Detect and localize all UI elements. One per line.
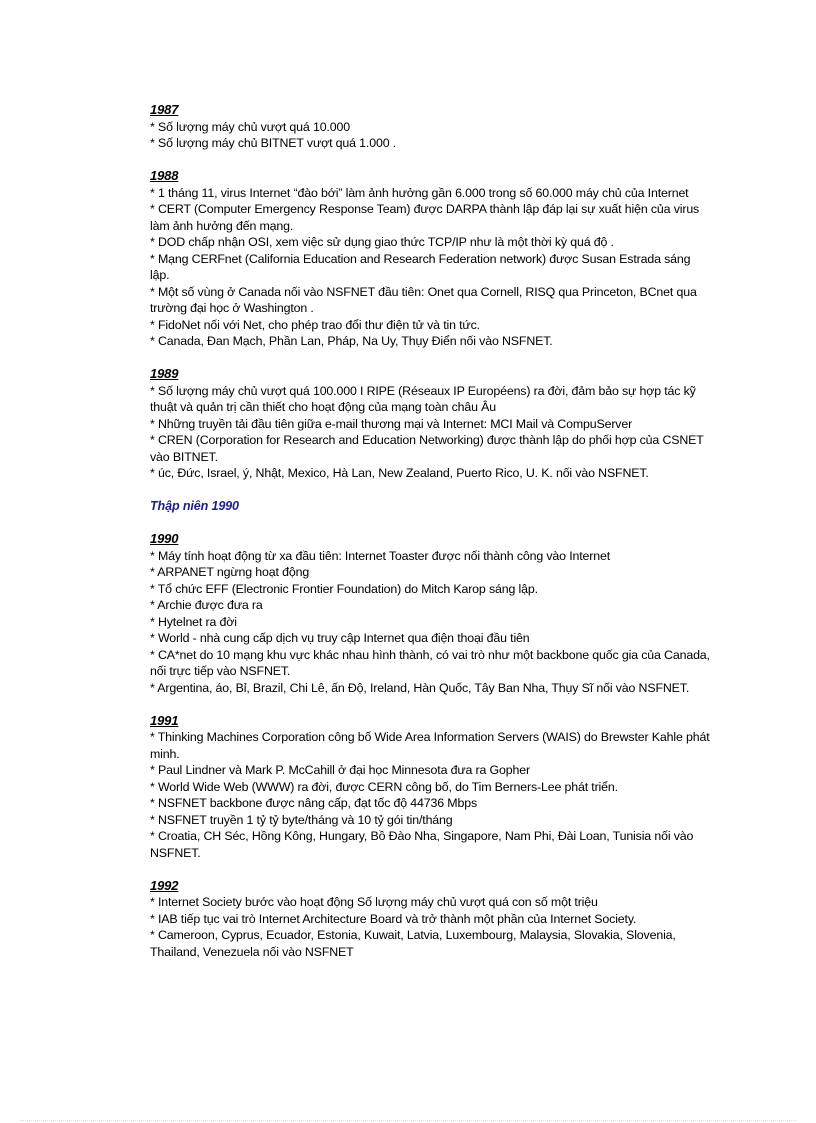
list-item: * Argentina, áo, Bỉ, Brazil, Chi Lê, ấn Độ, Ireland, Hàn Quốc, Tây Ban Nha, Thụy Sĩ nối vào NSFNET. bbox=[150, 680, 690, 695]
list-item: * ARPANET ngừng hoạt động bbox=[150, 565, 310, 579]
list-item: * úc, Đức, Israel, ý, Nhật, Mexico, Hà Lan, New Zealand, Puerto Rico, U. K. nối vào NSFNET. bbox=[150, 466, 649, 480]
list-item: * Cameroon, Cyprus, Ecuador, Estonia, Kuwait, Latvia, Luxembourg, Malaysia, Slovakia, Slovenia, Thailand, Venezuela nối vào NSFNET bbox=[150, 928, 676, 959]
list-item: * Thinking Machines Corporation công bố Wide Area Information Servers (WAIS) do Brewster Kahle phát minh. bbox=[150, 730, 710, 761]
list-item: * Internet Society bước vào hoạt động Số lượng máy chủ vượt quá con số một triệu bbox=[150, 895, 598, 909]
list-item: * IAB tiếp tục vai trò Internet Architecture Board và trở thành một phần của Internet Society. bbox=[150, 911, 637, 926]
decade-heading: Thập niên 1990 bbox=[150, 499, 239, 513]
document-page bbox=[150, 102, 710, 960]
page-bottom-divider bbox=[20, 1120, 796, 1121]
year-heading: 1989 bbox=[150, 366, 179, 381]
list-item: * FidoNet nối với Net, cho phép trao đổi thư điện tử và tin tức. bbox=[150, 317, 480, 332]
list-item: * 1 tháng 11, virus Internet “đào bới” làm ảnh hưởng gần 6.000 trong số 60.000 máy chủ của Internet bbox=[150, 185, 689, 200]
list-item: * World - nhà cung cấp dịch vụ truy cập Internet qua điện thoại đầu tiên bbox=[150, 631, 530, 645]
list-item: * NSFNET truyền 1 tỷ tỷ byte/tháng và 10 tỷ gói tin/tháng bbox=[150, 812, 453, 827]
list-item: * Archie được đưa ra bbox=[150, 598, 263, 612]
list-item: * Croatia, CH Séc, Hồng Kông, Hungary, Bồ Đào Nha, Singapore, Nam Phi, Đài Loan, Tunisia nối vào NSFNET. bbox=[150, 829, 694, 860]
list-item: * NSFNET backbone được nâng cấp, đạt tốc độ 44736 Mbps bbox=[150, 796, 478, 810]
list-item: * Tổ chức EFF (Electronic Frontier Foundation) do Mitch Karop sáng lập. bbox=[150, 581, 538, 596]
section-1987 bbox=[150, 102, 710, 152]
list-item: * Số lượng máy chủ BITNET vượt quá 1.000 . bbox=[150, 136, 397, 150]
list-item: * Số lượng máy chủ vượt quá 10.000 bbox=[150, 119, 350, 134]
section-1988 bbox=[150, 168, 710, 350]
list-item: * World Wide Web (WWW) ra đời, được CERN công bố, do Tim Berners-Lee phát triển. bbox=[150, 779, 618, 794]
section-1989 bbox=[150, 366, 710, 482]
list-item: * CA*net do 10 mạng khu vực khác nhau hình thành, có vai trò như một backbone quốc gia của Canada, nối trực tiếp vào NSFNET. bbox=[150, 647, 710, 678]
section-1990 bbox=[150, 531, 710, 696]
list-item: * Paul Lindner và Mark P. McCahill ở đại học Minnesota đưa ra Gopher bbox=[150, 763, 530, 777]
year-heading: 1987 bbox=[150, 102, 179, 117]
year-heading: 1990 bbox=[150, 531, 179, 546]
list-item: * Số lượng máy chủ vượt quá 100.000 I RIPE (Réseaux IP Européens) ra đời, đảm bảo sự hợp tác kỹ thuật và quản trị cần thiết cho hoạt động của mạng toàn châu Âu bbox=[150, 383, 696, 414]
list-item: * Mạng CERFnet (California Education and Research Federation network) được Susan Estrada sáng lập. bbox=[150, 251, 691, 282]
year-heading: 1991 bbox=[150, 712, 179, 728]
list-item: * Máy tính hoạt động từ xa đầu tiên: Internet Toaster được nối thành công vào Internet bbox=[150, 548, 611, 563]
list-item: * Hytelnet ra đời bbox=[150, 614, 237, 629]
list-item: * DOD chấp nhận OSI, xem việc sử dụng giao thức TCP/IP như là một thời kỳ quá độ . bbox=[150, 235, 614, 249]
list-item: * CREN (Corporation for Research and Education Networking) được thành lập do phối hợp của CSNET vào BITNET. bbox=[150, 433, 704, 464]
year-heading: 1992 bbox=[150, 877, 179, 893]
section-1992 bbox=[150, 878, 710, 961]
list-item: * Một số vùng ở Canada nối vào NSFNET đầu tiên: Onet qua Cornell, RISQ qua Princeton, BCnet qua trường đại học ở Washington . bbox=[150, 284, 697, 315]
section-1991 bbox=[150, 713, 710, 862]
list-item: * Canada, Đan Mạch, Phần Lan, Pháp, Na Uy, Thụy Điển nối vào NSFNET. bbox=[150, 334, 553, 348]
year-heading: 1988 bbox=[150, 168, 179, 183]
list-item: * CERT (Computer Emergency Response Team) được DARPA thành lập đáp lại sự xuất hiện của virus làm ảnh hưởng đến mạng. bbox=[150, 202, 700, 233]
list-item: * Những truyền tải đầu tiên giữa e-mail thương mại và Internet: MCI Mail và CompuServer bbox=[150, 416, 633, 431]
